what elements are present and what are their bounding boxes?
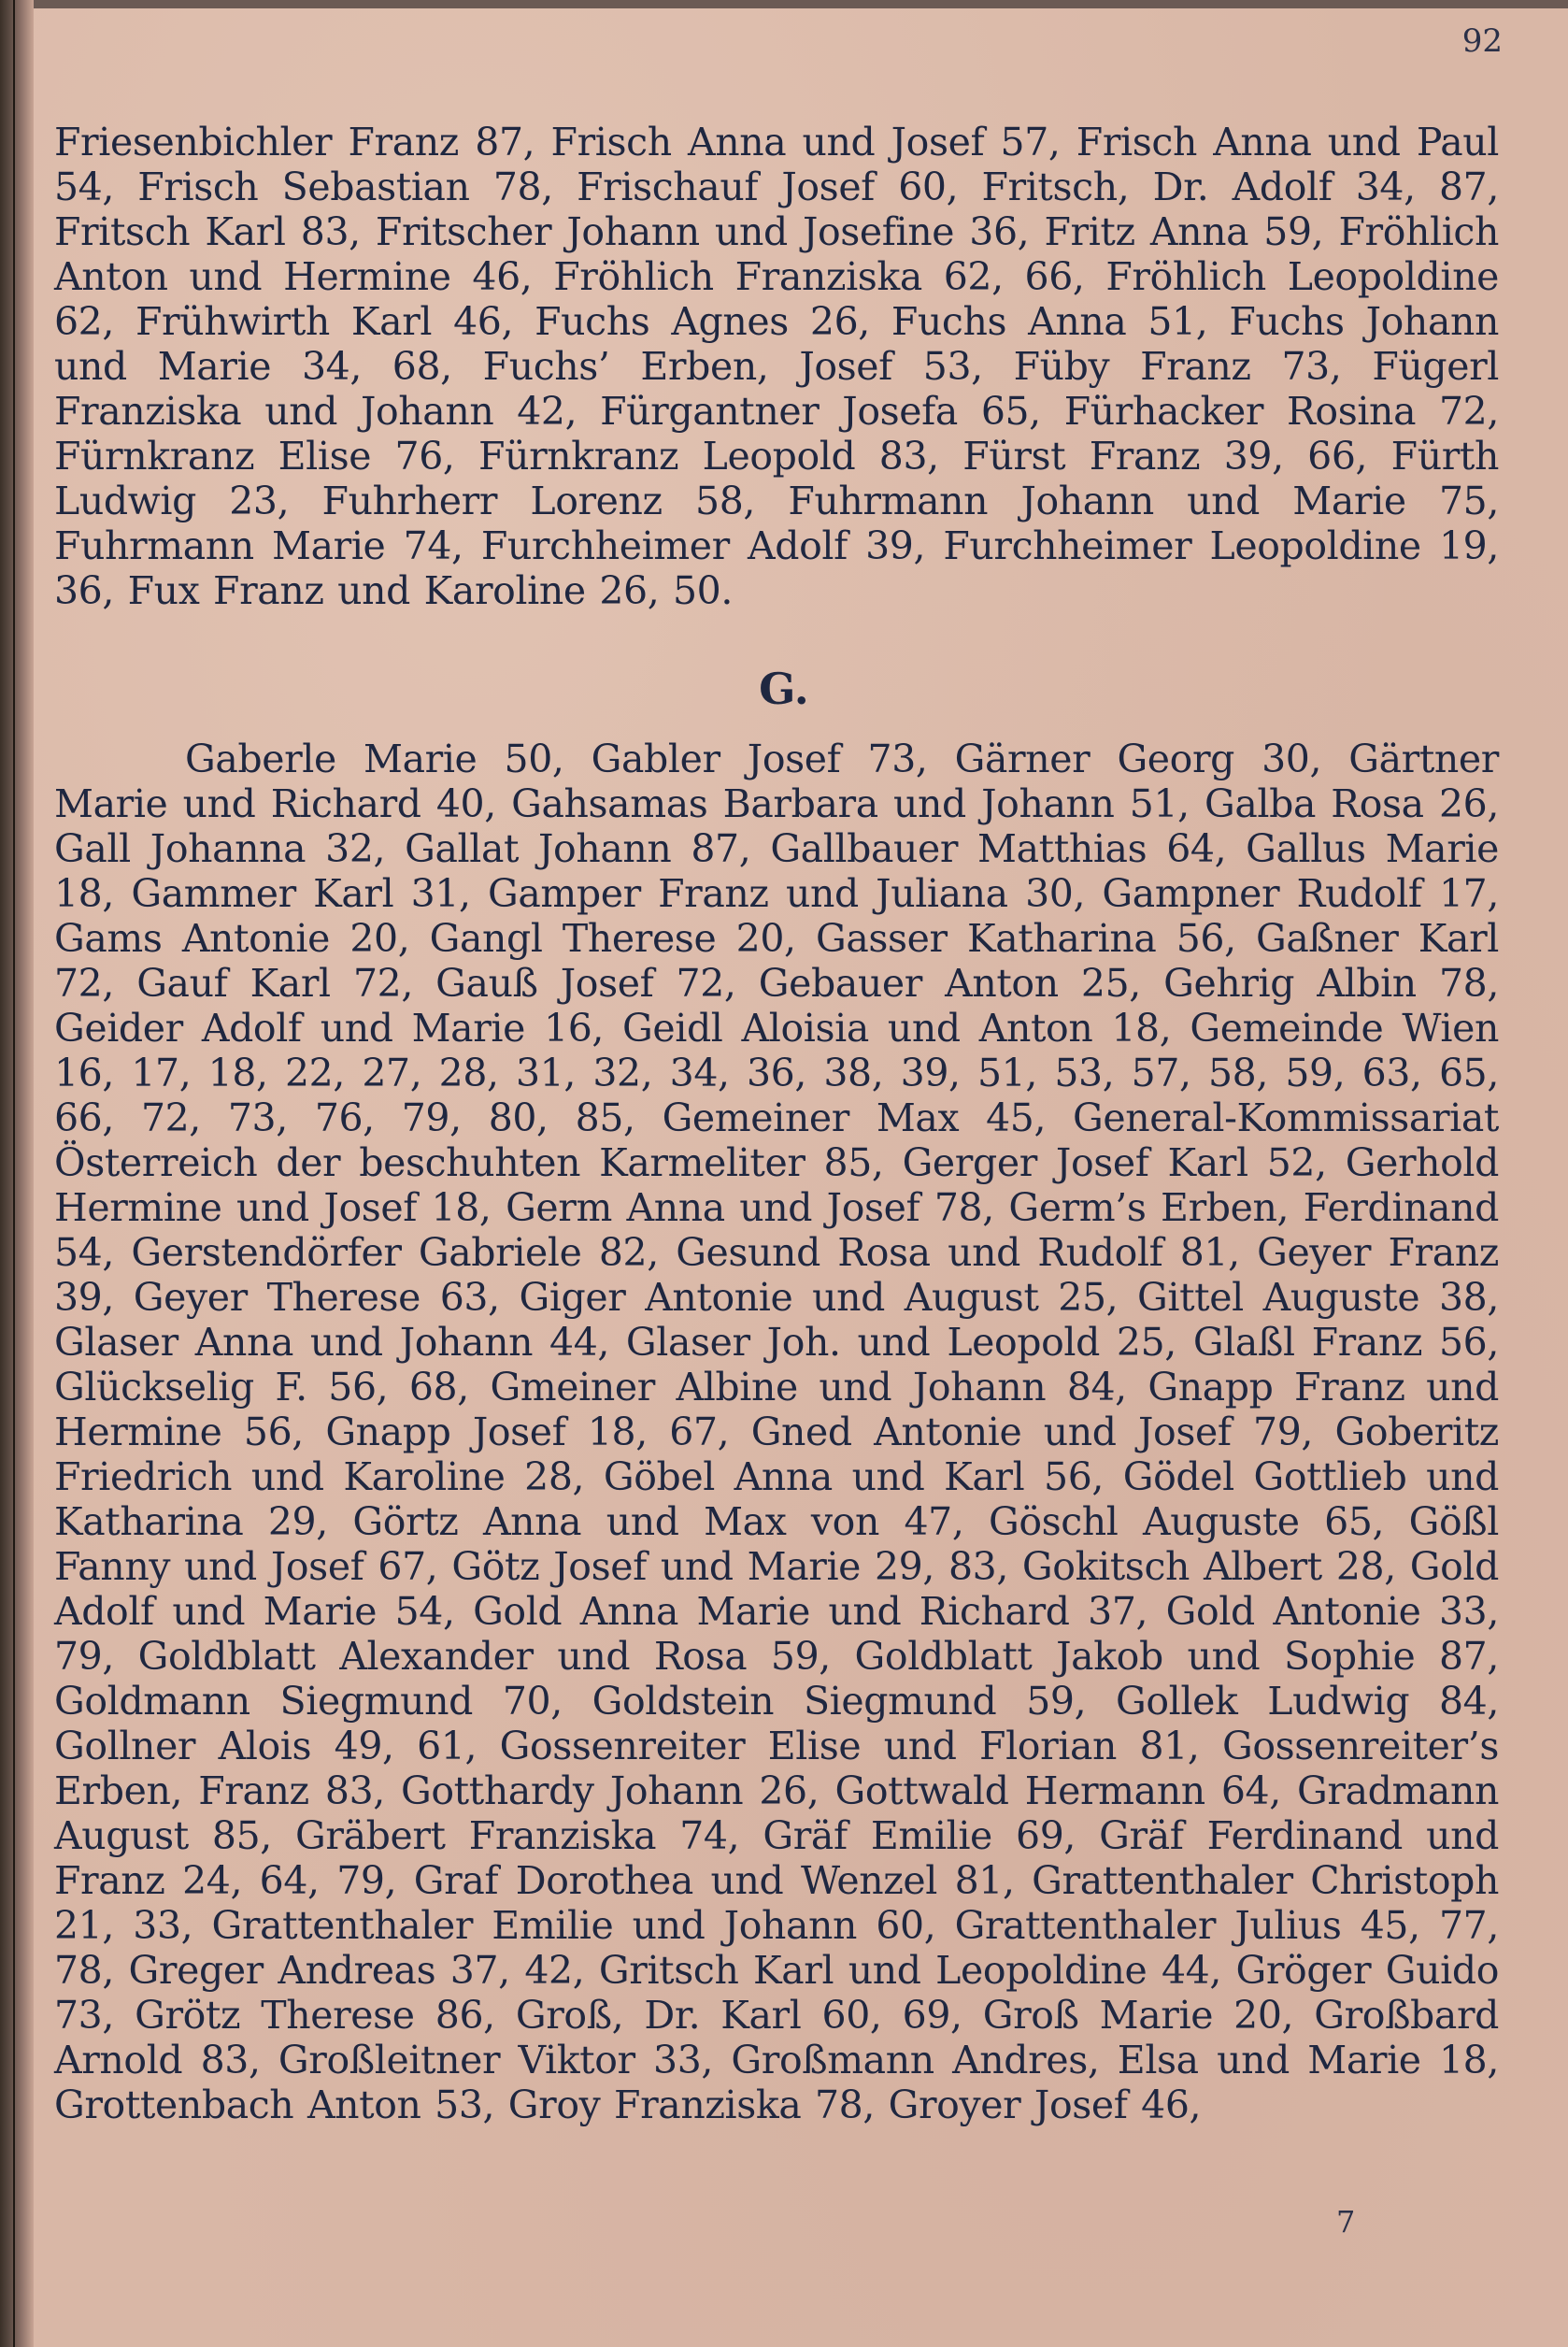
index-paragraph-f: Friesenbichler Franz 87, Frisch Anna und Josef 57, Frisch Anna und Paul 54, Frisch Sebastian 78, Frischauf Josef 60, Fritsch, Dr. Adolf 34, 87, Fritsch Karl 83, Fritscher Johann und Josefine 36, Fritz Anna 59, Fröhlich Anton und Hermine 46, Fröhlich Franziska 62, 66, Fröhlich Leopoldine 62, Frühwirth Karl 46, Fuchs Agnes 26, Fuchs Anna 51, Fuchs Johann und Marie 34, 68, Fuchs’ Erben, Josef 53, Füby Franz 73, Fügerl Franziska und Johann 42, Fürgantner Josefa 65, Fürhacker Rosina 72, Fürnkranz Elise 76, Fürnkranz Leopold 83, Fürst Franz 39, 66, Fürth Ludwig 23, Fuhrherr Lorenz 58, Fuhrmann Johann und Marie 75, Fuhrmann Marie 74, Furchheimer Adolf 39, Furchheimer Leopoldine 19, 36, Fux Franz und Karoline 26, 50. <box>54 120 1499 613</box>
signature-mark: 7 <box>1336 2204 1356 2240</box>
page-number: 92 <box>1461 22 1503 60</box>
book-spine-edge <box>0 0 34 2347</box>
binding-line <box>13 0 15 2347</box>
index-paragraph-g: Gaberle Marie 50, Gabler Josef 73, Gärner Georg 30, Gärtner Marie und Richard 40, Gahsamas Barbara und Johann 51, Galba Rosa 26, Gall Johanna 32, Gallat Johann 87, Gallbauer Matthias 64, Gallus Marie 18, Gammer Karl 31, Gamper Franz und Juliana 30, Gampner Rudolf 17, Gams Antonie 20, Gangl Therese 20, Gasser Katharina 56, Gaßner Karl 72, Gauf Karl 72, Gauß Josef 72, Gebauer Anton 25, Gehrig Albin 78, Geider Adolf und Marie 16, Geidl Aloisia und Anton 18, Gemeinde Wien 16, 17, 18, 22, 27, 28, 31, 32, 34, 36, 38, 39, 51, 53, 57, 58, 59, 63, 65, 66, 72, 73, 76, 79, 80, 85, Gemeiner Max 45, General-Kommissariat Österreich der beschuhten Karmeliter 85, Gerger Josef Karl 52, Gerhold Hermine und Josef 18, Germ Anna und Josef 78, Germ’s Erben, Ferdinand 54, Gerstendörfer Gabriele 82, Gesund Rosa und Rudolf 81, Geyer Franz 39, Geyer Therese 63, Giger Antonie und August 25, Gittel Auguste 38, Glaser Anna und Johann 44, Glaser Joh. und Leopold 25, Glaßl Franz 56, Glückselig F. 56, 68, Gmeiner Albine und Johann 84, Gnapp Franz und Hermine 56, Gnapp Josef 18, 67, Gned Antonie und Josef 79, Goberitz Friedrich und Karoline 28, Göbel Anna und Karl 56, Gödel Gottlieb und Katharina 29, Görtz Anna und Max von 47, Göschl Auguste 65, Gößl Fanny und Josef 67, Götz Josef und Marie 29, 83, Gokitsch Albert 28, Gold Adolf und Marie 54, Gold Anna Marie und Richard 37, Gold Antonie 33, 79, Goldblatt Alexander und Rosa 59, Goldblatt Jakob und Sophie 87, Goldmann Siegmund 70, Goldstein Siegmund 59, Gollek Ludwig 84, Gollner Alois 49, 61, Gossenreiter Elise und Florian 81, Gossenreiter’s Erben, Franz 83, Gotthardy Johann 26, Gottwald Hermann 64, Gradmann August 85, Gräbert Franziska 74, Gräf Emilie 69, Gräf Ferdinand und Franz 24, 64, 79, Graf Dorothea und Wenzel 81, Grattenthaler Christoph 21, 33, Grattenthaler Emilie und Johann 60, Grattenthaler Julius 45, 77, 78, Greger Andreas 37, 42, Gritsch Karl und Leopoldine 44, Gröger Guido 73, Grötz Therese 86, Groß, Dr. Karl 60, 69, Groß Marie 20, Großbard Arnold 83, Großleitner Viktor 33, Großmann Andres, Elsa und Marie 18, Grottenbach Anton 53, Groy Franziska 78, Groyer Josef 46, <box>54 737 1499 2127</box>
top-edge-rule <box>0 0 1568 8</box>
section-heading-g: G. <box>759 664 809 714</box>
